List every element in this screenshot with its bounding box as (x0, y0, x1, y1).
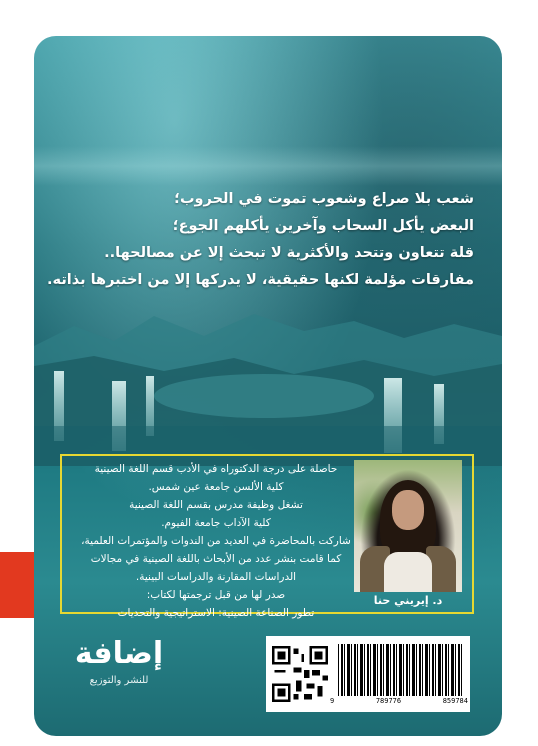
quote-line: قلة تتعاون وتتحد والأكثرية لا تبحث إلا عن مصالحها.. (104, 245, 474, 261)
isbn-part: 9 (330, 697, 335, 705)
bio-line: كلية الآداب جامعة الفيوم. (161, 517, 271, 529)
bio-line: شاركت بالمحاضرة في العديد من الندوات والمؤتمرات العلمية، (81, 535, 351, 547)
isbn-number (330, 697, 468, 705)
bio-line: كما قامت بنشر عدد من الأبحاث باللغة الصينية في مجالات (90, 553, 342, 565)
photo-face (392, 490, 424, 530)
bio-line: تطور الصناعة الصينية: الاستراتيجية والتحديات (117, 607, 315, 619)
photo-shirt (384, 552, 432, 592)
red-edge-tab (0, 552, 34, 618)
publisher-logo-text: إضافة (74, 636, 164, 671)
publisher-logo (74, 634, 164, 714)
publisher-tagline: للنشر والتوزيع (89, 675, 149, 686)
bio-line: الدراسات المقارنة والدراسات البينية. (135, 571, 297, 583)
author-bio (66, 460, 366, 622)
barcode-panel (266, 636, 470, 712)
author-name: د. إيريني حنا (373, 594, 443, 607)
author-photo (354, 460, 462, 592)
isbn-part: 859784 (442, 697, 468, 705)
qr-code-icon (272, 642, 328, 706)
bio-line: كلية الألسن جامعة عين شمس. (148, 481, 284, 493)
blurb-quote (44, 186, 474, 294)
book-back-cover (34, 36, 502, 736)
quote-line: مفارقات مؤلمة لكنها حقيقية، لا يدركها إلا من اختبرها بذاته. (47, 272, 474, 288)
quote-line: البعض يأكل السحاب وآخرين يأكلهم الجوع؛ (172, 218, 474, 234)
landscape-illustration (34, 286, 502, 466)
bio-line: صدر لها من قبل ترجمتها لكتاب: (146, 589, 286, 601)
quote-line: شعب بلا صراع وشعوب تموت في الحروب؛ (174, 191, 474, 207)
bio-line: حاصلة على درجة الدكتوراه في الأدب قسم اللغة الصينية (94, 463, 338, 475)
sky-highlight (34, 146, 502, 186)
isbn-barcode (338, 644, 462, 696)
bio-line: تشغل وظيفة مدرس بقسم اللغة الصينية (129, 499, 303, 511)
isbn-part: 789776 (375, 697, 402, 705)
